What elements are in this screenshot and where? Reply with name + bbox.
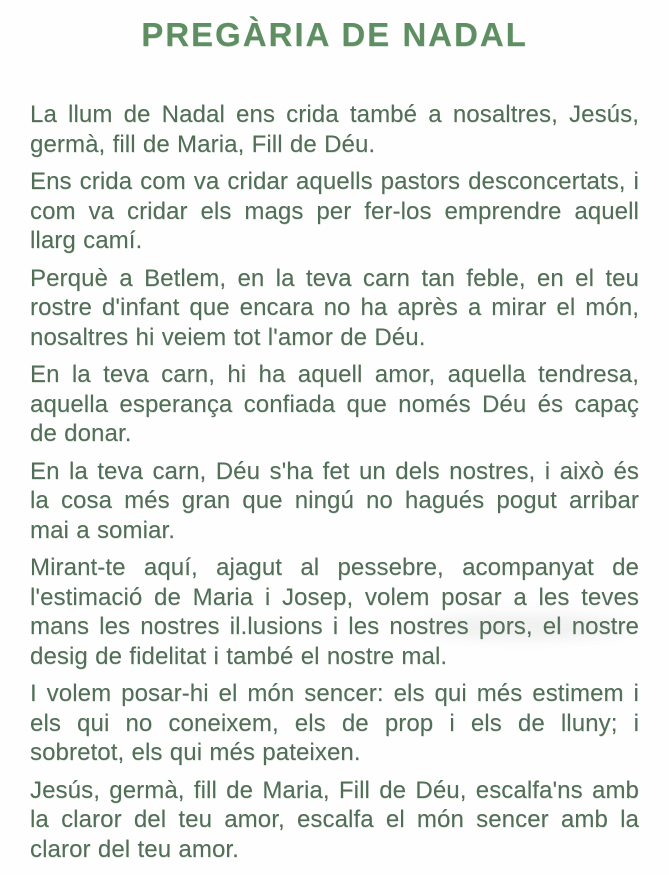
- paragraph-3: Perquè a Betlem, en la teva carn tan feble, en el teu rostre d'infant que encara no ha après a mirar el món, nosaltres hi veiem tot l'amor de Déu.: [30, 264, 639, 351]
- paragraph-1: La llum de Nadal ens crida també a nosaltres, Jesús, germà, fill de Maria, Fill de Déu.: [30, 101, 639, 158]
- paragraph-7: I volem posar-hi el món sencer: els qui més estimem i els qui no coneixem, els de prop i els de lluny; i sobretot, els qui més pateixen.: [30, 680, 639, 766]
- paragraph-8: Jesús, germà, fill de Maria, Fill de Déu, escalfa'ns amb la claror del teu amor, escalfa el món sencer amb la claror del teu amor.: [30, 776, 639, 863]
- paragraph-2: Ens crida com va cridar aquells pastors desconcertats, i com va cridar els mags per fer-los emprendre aquell llarg camí.: [30, 168, 639, 254]
- paragraph-4: En la teva carn, hi ha aquell amor, aquella tendresa, aquella esperança confiada que només Déu és capaç de donar.: [30, 361, 639, 447]
- prayer-text: [30, 100, 639, 864]
- paragraph-6: Mirant-te aquí, ajagut al pessebre, acompanyat de l'estimació de Maria i Josep, volem posar a les teves mans les nostres il.lusions i les nostres pors, el nostre desig de fidelitat i també el nostre mal.: [30, 554, 639, 670]
- page-title: PREGÀRIA DE NADAL: [141, 16, 528, 53]
- paragraph-5: En la teva carn, Déu s'ha fet un dels nostres, i això és la cosa més gran que ningú no hagués pogut arribar mai a somiar.: [30, 457, 639, 544]
